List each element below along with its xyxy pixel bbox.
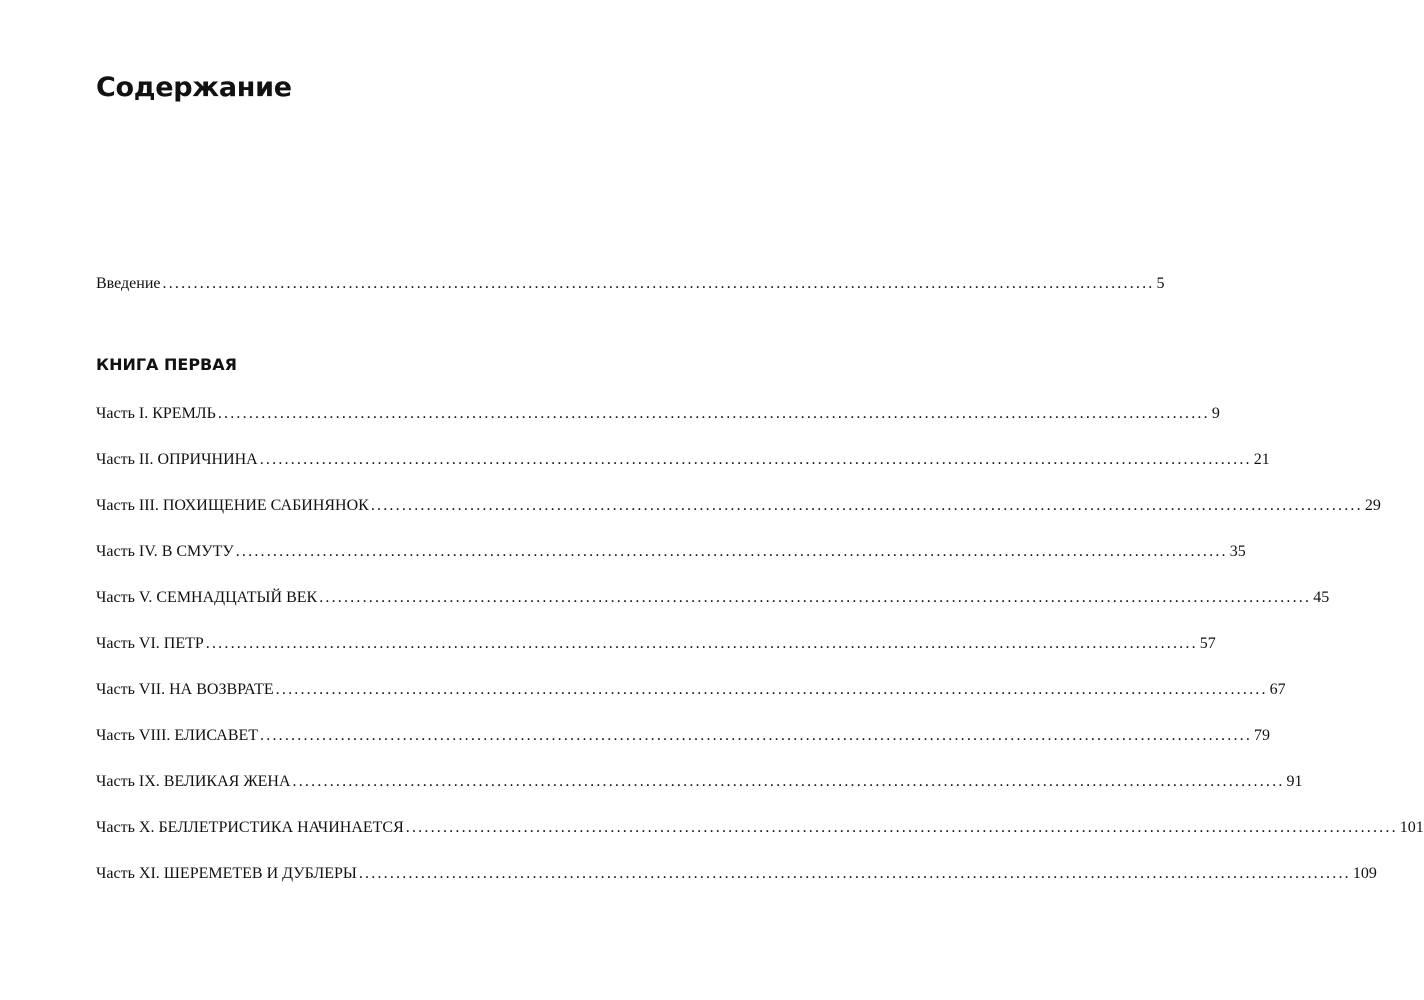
toc-entry-label: Часть II. ОПРИЧНИНА xyxy=(96,451,258,468)
toc-page-number: 109 xyxy=(1352,865,1377,882)
toc-leader-dots: ................................................................................................................................................................ xyxy=(319,589,1312,606)
toc-page-number: 57 xyxy=(1199,635,1216,652)
toc-leader-dots: ................................................................................................................................................................ xyxy=(235,543,1228,560)
toc-page-number: 35 xyxy=(1229,543,1246,560)
toc-entry-label: Часть X. БЕЛЛЕТРИСТИКА НАЧИНАЕТСЯ xyxy=(96,819,404,836)
toc-entry-part-8[interactable] xyxy=(96,726,1271,746)
page-title: Содержание xyxy=(96,72,292,103)
toc-page-number: 29 xyxy=(1364,497,1381,514)
toc-entry-label: Часть VII. НА ВОЗВРАТЕ xyxy=(96,681,274,698)
toc-page-number: 9 xyxy=(1211,405,1220,422)
toc-entry-part-3[interactable] xyxy=(96,496,1381,516)
toc-page-number: 91 xyxy=(1286,773,1303,790)
toc-entry-part-6[interactable] xyxy=(96,634,1216,654)
toc-entry-part-5[interactable] xyxy=(96,588,1330,608)
toc-entry-label: Часть XI. ШЕРЕМЕТЕВ И ДУБЛЕРЫ xyxy=(96,865,357,882)
toc-leader-dots: ................................................................................................................................................................ xyxy=(292,773,1285,790)
toc-entry-label: Часть IV. В СМУТУ xyxy=(96,543,234,560)
toc-leader-dots: ................................................................................................................................................................ xyxy=(260,727,1253,744)
toc-entry-part-9[interactable] xyxy=(96,772,1303,792)
toc-leader-dots: ................................................................................................................................................................ xyxy=(275,681,1268,698)
toc-page-number: 79 xyxy=(1254,727,1271,744)
toc-page-number: 21 xyxy=(1253,451,1270,468)
toc-entry-label: Часть VI. ПЕТР xyxy=(96,635,204,652)
toc-entry-part-10[interactable] xyxy=(96,818,1424,838)
toc-leader-dots: ................................................................................................................................................................ xyxy=(358,865,1351,882)
toc-entry-label: Часть I. КРЕМЛЬ xyxy=(96,405,216,422)
toc-entry-part-11[interactable] xyxy=(96,864,1377,884)
toc-entry-part-4[interactable] xyxy=(96,542,1246,562)
toc-leader-dots: ................................................................................................................................................................ xyxy=(405,819,1398,836)
toc-entry-intro[interactable] xyxy=(96,274,1165,294)
toc-page-number: 45 xyxy=(1313,589,1330,606)
toc-leader-dots: ................................................................................................................................................................ xyxy=(259,451,1252,468)
toc-entry-label: Часть IX. ВЕЛИКАЯ ЖЕНА xyxy=(96,773,291,790)
toc-entry-part-7[interactable] xyxy=(96,680,1286,700)
toc-entry-part-1[interactable] xyxy=(96,404,1220,424)
toc-entry-label: Введение xyxy=(96,275,161,292)
toc-page-number: 67 xyxy=(1269,681,1286,698)
toc-entry-label: Часть VIII. ЕЛИСАВЕТ xyxy=(96,727,259,744)
toc-leader-dots: ................................................................................................................................................................ xyxy=(217,405,1210,422)
toc-entry-part-2[interactable] xyxy=(96,450,1270,470)
toc-page-number: 101 xyxy=(1399,819,1424,836)
book-heading: КНИГА ПЕРВАЯ xyxy=(96,355,237,374)
toc-page-number: 5 xyxy=(1156,275,1165,292)
toc-leader-dots: ................................................................................................................................................................ xyxy=(370,497,1363,514)
toc-entry-label: Часть III. ПОХИЩЕНИЕ САБИНЯНОК xyxy=(96,497,369,514)
toc-leader-dots: ................................................................................................................................................................ xyxy=(205,635,1198,652)
toc-entry-label: Часть V. СЕМНАДЦАТЫЙ ВЕК xyxy=(96,589,318,606)
toc-leader-dots: ................................................................................................................................................................ xyxy=(162,275,1155,292)
